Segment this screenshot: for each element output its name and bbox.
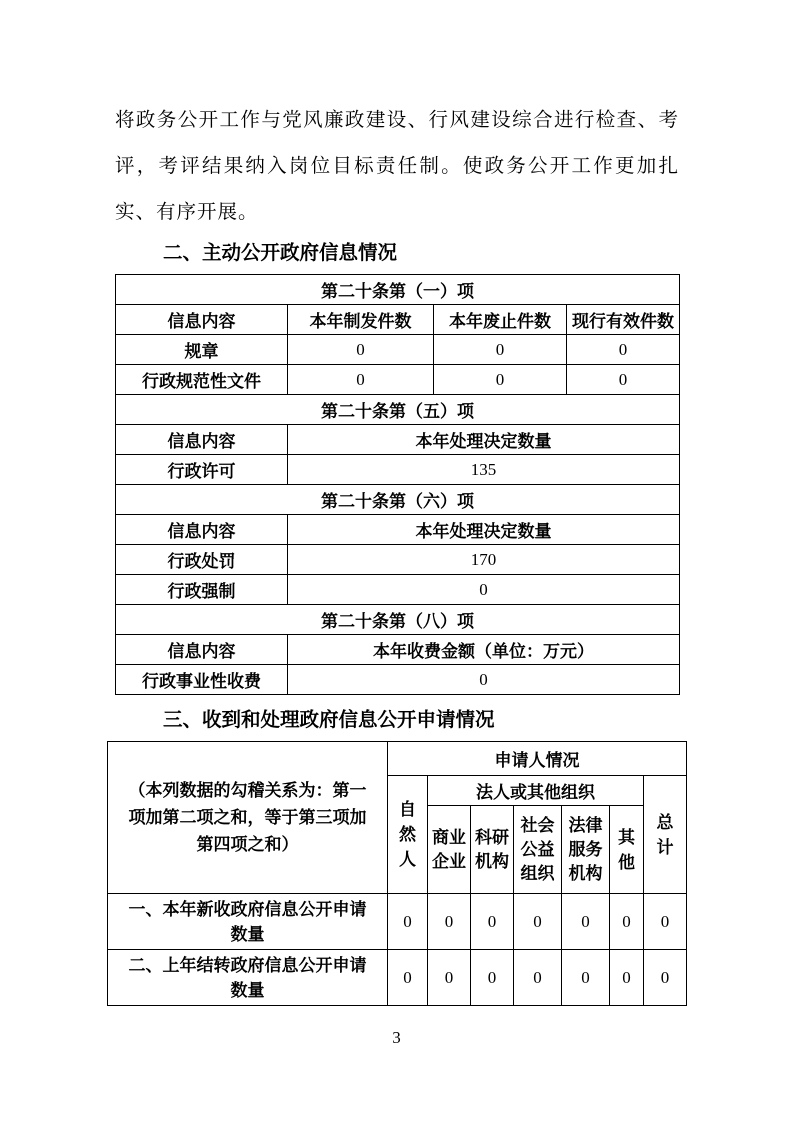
table-row xyxy=(116,545,680,575)
value-cell: 0 xyxy=(288,665,680,695)
legal-subcolumn-cell: 法律服务机构 xyxy=(562,806,610,894)
applicant-info-header-cell: 申请人情况 xyxy=(388,742,687,776)
legal-subcolumn-cell: 商业企业 xyxy=(428,806,471,894)
value-cell: 0 xyxy=(434,335,567,365)
value-cell: 170 xyxy=(288,545,680,575)
intro-paragraph: 将政务公开工作与党风廉政建设、行风建设综合进行检查、考评，考评结果纳入岗位目标责任制。使政务公开工作更加扎实、有序开展。 xyxy=(115,110,679,223)
column-header-cell: 本年收费金额（单位：万元） xyxy=(288,635,680,665)
value-cell: 0 xyxy=(567,335,680,365)
application-value-cell: 0 xyxy=(471,894,514,950)
column-header-cell: 信息内容 xyxy=(116,515,288,545)
application-value-cell: 0 xyxy=(562,894,610,950)
application-value-cell: 0 xyxy=(644,894,687,950)
application-value-cell: 0 xyxy=(610,894,644,950)
section-title-cell: 第二十条第（一）项 xyxy=(116,275,680,305)
application-value-cell: 0 xyxy=(610,950,644,1006)
table-row xyxy=(108,950,687,1006)
applications-table xyxy=(107,741,687,1006)
application-value-cell: 0 xyxy=(428,894,471,950)
row-label-cell: 行政处罚 xyxy=(116,545,288,575)
application-value-cell: 0 xyxy=(514,950,562,1006)
application-value-cell: 0 xyxy=(428,950,471,1006)
section-title-cell: 第二十条第（五）项 xyxy=(116,395,680,425)
table-row xyxy=(116,275,680,305)
column-header-cell: 信息内容 xyxy=(116,305,288,335)
section-heading-proactive-disclosure: 二、主动公开政府信息情况 xyxy=(163,242,398,264)
application-value-cell: 0 xyxy=(388,894,428,950)
table-row xyxy=(116,455,680,485)
legal-subcolumn-cell: 科研机构 xyxy=(471,806,514,894)
table-row xyxy=(108,894,687,950)
total-header-cell xyxy=(644,776,687,894)
proactive-disclosure-table xyxy=(115,274,680,695)
table-row xyxy=(116,665,680,695)
column-header-cell: 本年废止件数 xyxy=(434,305,567,335)
natural-person-header-cell xyxy=(388,776,428,894)
column-header-cell: 本年处理决定数量 xyxy=(288,425,680,455)
row-label-cell: 行政规范性文件 xyxy=(116,365,288,395)
natural-person-label: 自然人 xyxy=(399,800,416,869)
table-row xyxy=(116,605,680,635)
total-label: 总计 xyxy=(656,812,674,857)
application-value-cell: 0 xyxy=(644,950,687,1006)
application-row-label-cell: 二、上年结转政府信息公开申请数量 xyxy=(108,950,388,1006)
table-row xyxy=(116,395,680,425)
column-header-cell: 本年处理决定数量 xyxy=(288,515,680,545)
column-header-cell: 本年制发件数 xyxy=(288,305,434,335)
note-cell: （本列数据的勾稽关系为：第一项加第二项之和，等于第三项加第四项之和） xyxy=(108,742,388,894)
value-cell: 0 xyxy=(288,335,434,365)
value-cell: 0 xyxy=(288,575,680,605)
section-heading-applications: 三、收到和处理政府信息公开申请情况 xyxy=(163,709,495,731)
column-header-cell: 信息内容 xyxy=(116,425,288,455)
legal-subcolumn-cell: 社会公益组织 xyxy=(514,806,562,894)
application-value-cell: 0 xyxy=(471,950,514,1006)
row-label-cell: 规章 xyxy=(116,335,288,365)
value-cell: 135 xyxy=(288,455,680,485)
table-row xyxy=(116,575,680,605)
application-row-label-cell: 一、本年新收政府信息公开申请数量 xyxy=(108,894,388,950)
legal-subcolumn-cell xyxy=(610,806,644,894)
value-cell: 0 xyxy=(288,365,434,395)
table-row xyxy=(116,305,680,335)
table-row xyxy=(116,515,680,545)
table-row xyxy=(116,485,680,515)
table-row xyxy=(116,365,680,395)
application-value-cell: 0 xyxy=(562,950,610,1006)
application-value-cell: 0 xyxy=(514,894,562,950)
column-header-cell: 信息内容 xyxy=(116,635,288,665)
table-row xyxy=(116,425,680,455)
section-title-cell: 第二十条第（八）项 xyxy=(116,605,680,635)
row-label-cell: 行政强制 xyxy=(116,575,288,605)
legal-group-header-cell: 法人或其他组织 xyxy=(428,776,644,806)
table-row xyxy=(116,635,680,665)
value-cell: 0 xyxy=(567,365,680,395)
application-value-cell: 0 xyxy=(388,950,428,1006)
table-row xyxy=(108,742,687,776)
section-title-cell: 第二十条第（六）项 xyxy=(116,485,680,515)
page-number: 3 xyxy=(392,1028,401,1047)
legal-other-label: 其他 xyxy=(618,827,635,872)
row-label-cell: 行政事业性收费 xyxy=(116,665,288,695)
value-cell: 0 xyxy=(434,365,567,395)
column-header-cell: 现行有效件数 xyxy=(567,305,680,335)
table-row xyxy=(116,335,680,365)
row-label-cell: 行政许可 xyxy=(116,455,288,485)
